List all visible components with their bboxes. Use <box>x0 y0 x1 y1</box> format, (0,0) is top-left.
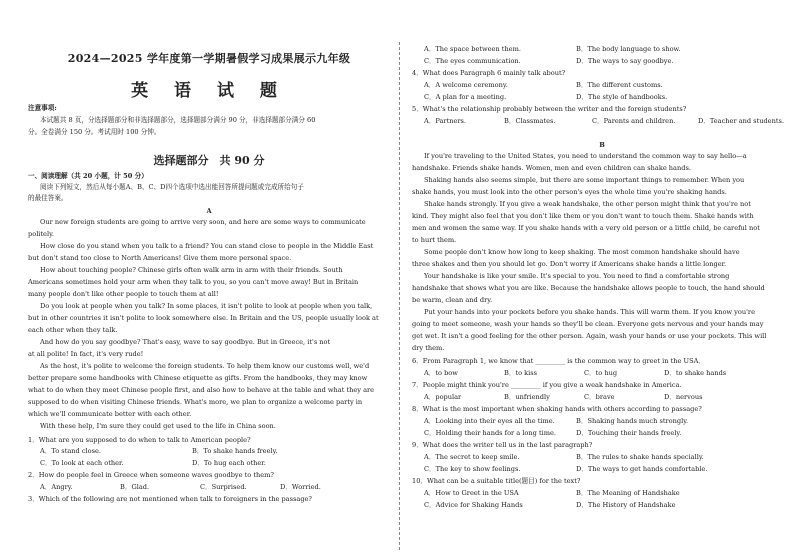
q7-option-d[interactable]: D．nervous <box>664 393 703 401</box>
passage-line: handshake that shows what you are like. Because the handshake allows people to touch, the hand should <box>412 284 765 292</box>
question-9: 9．What does the writer tell us in the last paragraph? <box>412 441 593 449</box>
passage-line: Some people don't know how long to keep shaking. The most common handshake should have <box>424 248 740 256</box>
passage-line: get wet. It isn't a good feeling for the other person. Again, wash your hands or use your pockets. This will <box>412 332 767 340</box>
q8-option-a[interactable]: A．Looking into their eyes all the time. <box>424 417 555 425</box>
column-divider <box>399 42 400 550</box>
notice-line-1: 本试题共 8 页，分选择题部分和非选择题部分，选择题部分满分 90 分，非选择题部分满分 60 <box>40 116 316 124</box>
passage-line: going to meet someone, wash your hands so they'll be clean. Everyone gets nervous and your hands may <box>412 320 764 328</box>
q6-option-b[interactable]: B．to kiss <box>504 369 538 377</box>
passage-line: shake hands, you must look into the other person's eyes the whole time you're shaking hands. <box>412 188 727 196</box>
passage-line: but in other countries it isn't polite to look somewhere else. In Britain and the US, people usually look at <box>28 314 379 322</box>
q7-option-a[interactable]: A．popular <box>424 393 462 401</box>
q5-option-b[interactable]: B．Classmates. <box>504 117 556 125</box>
q2-option-a[interactable]: A．Angry. <box>40 483 73 491</box>
passage-line: but don't stand too close to North Americans! Give them more personal space. <box>28 254 292 262</box>
q7-option-b[interactable]: B．unfriendly <box>504 393 550 401</box>
passage-line: Our new foreign students are going to arrive very soon, and here are some ways to communicate <box>40 218 366 226</box>
passage-b-label: B <box>599 141 605 149</box>
q10-option-c[interactable]: C．Advice for Shaking Hands <box>424 501 523 509</box>
passage-line: each other when they talk. <box>28 326 118 334</box>
passage-line: at all polite! In fact, it's very rude! <box>28 350 144 358</box>
passage-line: How close do you stand when you talk to a friend? You can stand close to people in the Middle East <box>40 242 374 250</box>
passage-line: Do you look at people when you talk? In some places, it isn't polite to look at people when you talk, <box>40 302 373 310</box>
q8-option-c[interactable]: C．Holding their hands for a long time. <box>424 429 556 437</box>
q3-option-b[interactable]: B．The body language to show. <box>576 45 681 53</box>
passage-line: If you're traveling to the United States, you need to understand the common way to say hello—a <box>424 152 747 160</box>
passage-line: Put your hands into your pockets before you shake hands. This will warm them. If you know you're <box>424 308 755 316</box>
q4-option-c[interactable]: C．A plan for a meeting. <box>424 93 507 101</box>
question-1: 1．What are you supposed to do when to talk to American people? <box>28 436 251 444</box>
notice-line-2: 分。全卷满分 150 分。考试用时 100 分钟。 <box>28 128 161 136</box>
passage-line: dry them. <box>412 344 445 352</box>
passage-line: How about touching people? Chinese girls often walk arm in arm with their friends. South <box>40 266 343 274</box>
q1-option-c[interactable]: C．To look at each other. <box>40 459 124 467</box>
passage-line: better prepare some handbooks with Chinese etiquette as gifts. From the handbooks, they may know <box>28 374 368 382</box>
passage-line: Shaking hands also seems simple, but there are some important things to remember. When you <box>424 176 745 184</box>
section-title: 选择题部分 共 90 分 <box>153 154 265 167</box>
question-7: 7．People might think you're _________ if you give a weak handshake in America. <box>412 381 682 389</box>
q1-option-b[interactable]: B．To shake hands freely. <box>192 447 278 455</box>
question-8: 8．What is the most important when shaking hands with others according to passage? <box>412 405 702 413</box>
subject-title: 英 语 试 题 <box>131 81 287 101</box>
passage-line: supposed to do when visiting Chinese friends. What's more, we plan to organize a welcome party in <box>28 398 363 406</box>
passage-line: kind. They might also feel that you don't like them or you don't want to touch them. Shake hands with <box>412 212 754 220</box>
part-heading: 一、阅读理解（共 20 小题，计 50 分） <box>28 172 148 180</box>
passage-line: be warm, clean and dry. <box>412 296 493 304</box>
q2-option-c[interactable]: C．Surprised. <box>200 483 247 491</box>
q2-option-b[interactable]: B．Glad. <box>120 483 150 491</box>
exam-title: 2024—2025 学年度第一学期暑假学习成果展示九年级 <box>67 52 351 65</box>
passage-line: to hurt them. <box>412 236 457 244</box>
q3-option-c[interactable]: C．The eyes communication. <box>424 57 521 65</box>
left-column <box>28 0 390 560</box>
passage-line: which we'll communicate better with each other. <box>28 410 192 418</box>
passage-line: handshake. Friends shake hands. Women, men and even children can shake hands. <box>412 164 691 172</box>
question-10: 10．What can be a suitable title(题目) for the text? <box>412 477 581 485</box>
q6-option-a[interactable]: A．to bow <box>424 369 458 377</box>
q8-option-d[interactable]: D．Touching their hands freely. <box>576 429 682 437</box>
q8-option-b[interactable]: B．Shaking hands much strongly. <box>576 417 689 425</box>
instructions-line-2: 的最佳答案。 <box>28 194 68 202</box>
q4-option-d[interactable]: D．The style of handbooks. <box>576 93 668 101</box>
passage-a-label: A <box>206 207 212 215</box>
q6-option-c[interactable]: C．to hug <box>584 369 618 377</box>
passage-line: And how do you say goodbye? That's easy, wave to say goodbye. But in Greece, it's not <box>40 338 331 346</box>
instructions-line-1: 阅读下列短文，然后从每小题A、B、C、D四个选项中选出能回答所提问题或完成所给句子 <box>40 183 304 191</box>
q6-option-d[interactable]: D．to shake hands <box>664 369 727 377</box>
passage-line: many people don't like other people to touch them at all! <box>28 290 219 298</box>
q2-option-d[interactable]: D．Worried. <box>280 483 321 491</box>
question-6: 6．From Paragraph 1, we know that _________ is the common way to greet in the USA． <box>412 357 705 365</box>
passage-line: With these help, I'm sure they could get used to the life in China soon. <box>40 422 276 430</box>
passage-line: Shake hands strongly. If you give a weak handshake, the other person might think that you're not <box>424 200 751 208</box>
q10-option-b[interactable]: B．The Meaning of Handshake <box>576 489 680 497</box>
q5-option-a[interactable]: A．Partners. <box>424 117 467 125</box>
q9-option-c[interactable]: C．The key to show feelings. <box>424 465 521 473</box>
passage-line: As the host, it's polite to welcome the foreign students. To help them know our customs well, we'd <box>40 362 370 370</box>
right-column <box>412 0 792 560</box>
passage-line: Your handshake is like your smile. It's special to you. You need to find a comfortable strong <box>424 272 730 280</box>
passage-line: three shakes and then you should let go. Don't worry if Americans shake hands a little longer. <box>412 260 727 268</box>
q3-option-d[interactable]: D．The ways to say goodbye. <box>576 57 674 65</box>
question-3: 3．Which of the following are not mentioned when talk to foreigners in the passage? <box>28 495 312 503</box>
q9-option-b[interactable]: B．The rules to shake hands specially. <box>576 453 704 461</box>
q4-option-b[interactable]: B．The different customs. <box>576 81 663 89</box>
q5-option-d[interactable]: D．Teacher and students. <box>698 117 784 125</box>
passage-line: what to do when they meet Chinese people first, and also how to behave at the table and what they are <box>28 386 375 394</box>
q1-option-a[interactable]: A．To stand close. <box>40 447 101 455</box>
question-5: 5．What's the relationship probably between the writer and the foreign students? <box>412 105 687 113</box>
passage-line: politely. <box>28 230 55 238</box>
question-4: 4．What does Paragraph 6 mainly talk about? <box>412 69 566 77</box>
q10-option-d[interactable]: D．The History of Handshake <box>576 501 676 509</box>
q1-option-d[interactable]: D．To hug each other. <box>192 459 266 467</box>
passage-line: Americans sometimes hold your arm when they talk to you, so you can't move away! But in Britain <box>28 278 359 286</box>
passage-line: men and women the same way. If you shake hands with a very old person or a little child, be careful not <box>412 224 760 232</box>
q9-option-a[interactable]: A．The secret to keep smile. <box>424 453 520 461</box>
q3-option-a[interactable]: A．The space between them. <box>424 45 521 53</box>
notice-heading: 注意事项: <box>28 104 57 112</box>
q4-option-a[interactable]: A．A welcome ceremony. <box>424 81 508 89</box>
q10-option-a[interactable]: A．How to Greet in the USA <box>424 489 519 497</box>
q7-option-c[interactable]: C．brave <box>584 393 615 401</box>
q5-option-c[interactable]: C．Parents and children. <box>592 117 676 125</box>
q9-option-d[interactable]: D．The ways to get hands comfortable. <box>576 465 708 473</box>
question-2: 2．How do people feel in Greece when someone waves goodbye to them? <box>28 471 274 479</box>
